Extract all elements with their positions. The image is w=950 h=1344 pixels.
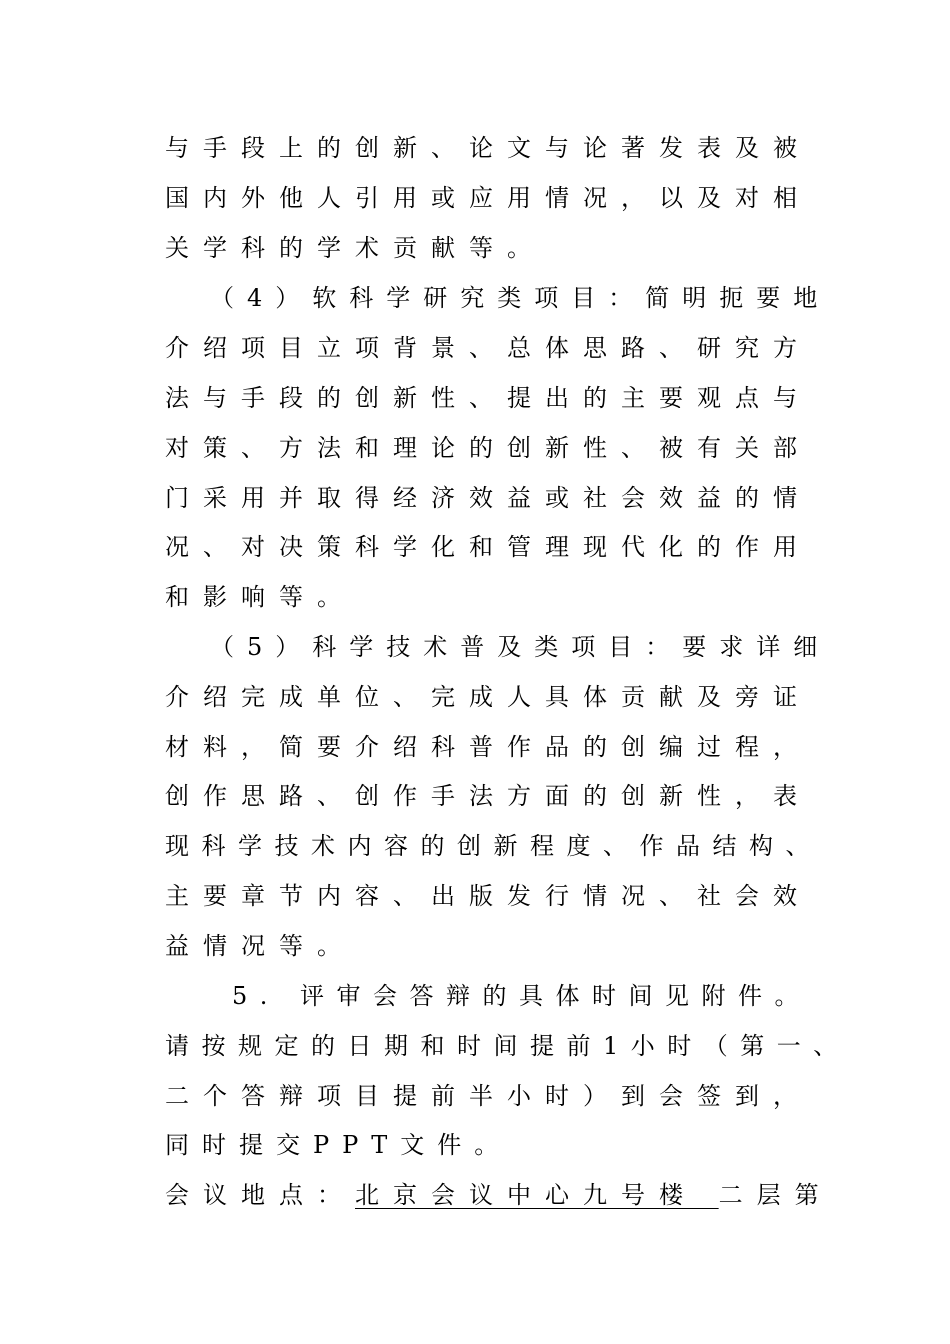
text-line: 主要章节内容、出版发行情况、社会效 [165, 882, 811, 910]
text-line: 和影响等。 [165, 583, 355, 611]
section-4-heading-line: （4）软科学研究类项目：简明扼要地 [210, 284, 831, 312]
section-5-heading-line: （5）科学技术普及类项目：要求详细 [210, 633, 831, 661]
text-line: 门采用并取得经济效益或社会效益的情 [165, 484, 811, 512]
text-line: 介绍完成单位、完成人具体贡献及旁证 [165, 683, 811, 711]
text-line: 二个答辩项目提前半小时）到会签到， [165, 1082, 811, 1110]
text-line: 同时提交PPT文件。 [165, 1131, 512, 1159]
text-line: 对策、方法和理论的创新性、被有关部 [165, 434, 811, 462]
text-line: 创作思路、创作手法方面的创新性，表 [165, 782, 811, 810]
text-line: 材料，简要介绍科普作品的创编过程， [165, 733, 811, 761]
text-line: 现科学技术内容的创新程度、作品结构、 [165, 832, 822, 860]
location-suffix: 二层第 [718, 1181, 833, 1209]
location-venue: 北京会议中心九号楼 [355, 1181, 697, 1209]
item-5-line: 5. 评审会答辩的具体时间见附件。 [232, 982, 812, 1010]
location-label: 会议地点： [165, 1181, 355, 1209]
text-line: 法与手段的创新性、提出的主要观点与 [165, 384, 811, 412]
text-line: 请按规定的日期和时间提前1小时（第一、 [165, 1032, 850, 1060]
meeting-location-line [165, 1180, 833, 1210]
text-line: 介绍项目立项背景、总体思路、研究方 [165, 334, 811, 362]
text-line: 关学科的学术贡献等。 [165, 234, 545, 262]
text-line: 益情况等。 [165, 932, 355, 960]
text-line: 况、对决策科学化和管理现代化的作用 [165, 533, 811, 561]
text-line: 国内外他人引用或应用情况，以及对相 [165, 184, 811, 212]
text-line: 与手段上的创新、论文与论著发表及被 [165, 134, 811, 162]
location-underline-blank [697, 1181, 719, 1209]
